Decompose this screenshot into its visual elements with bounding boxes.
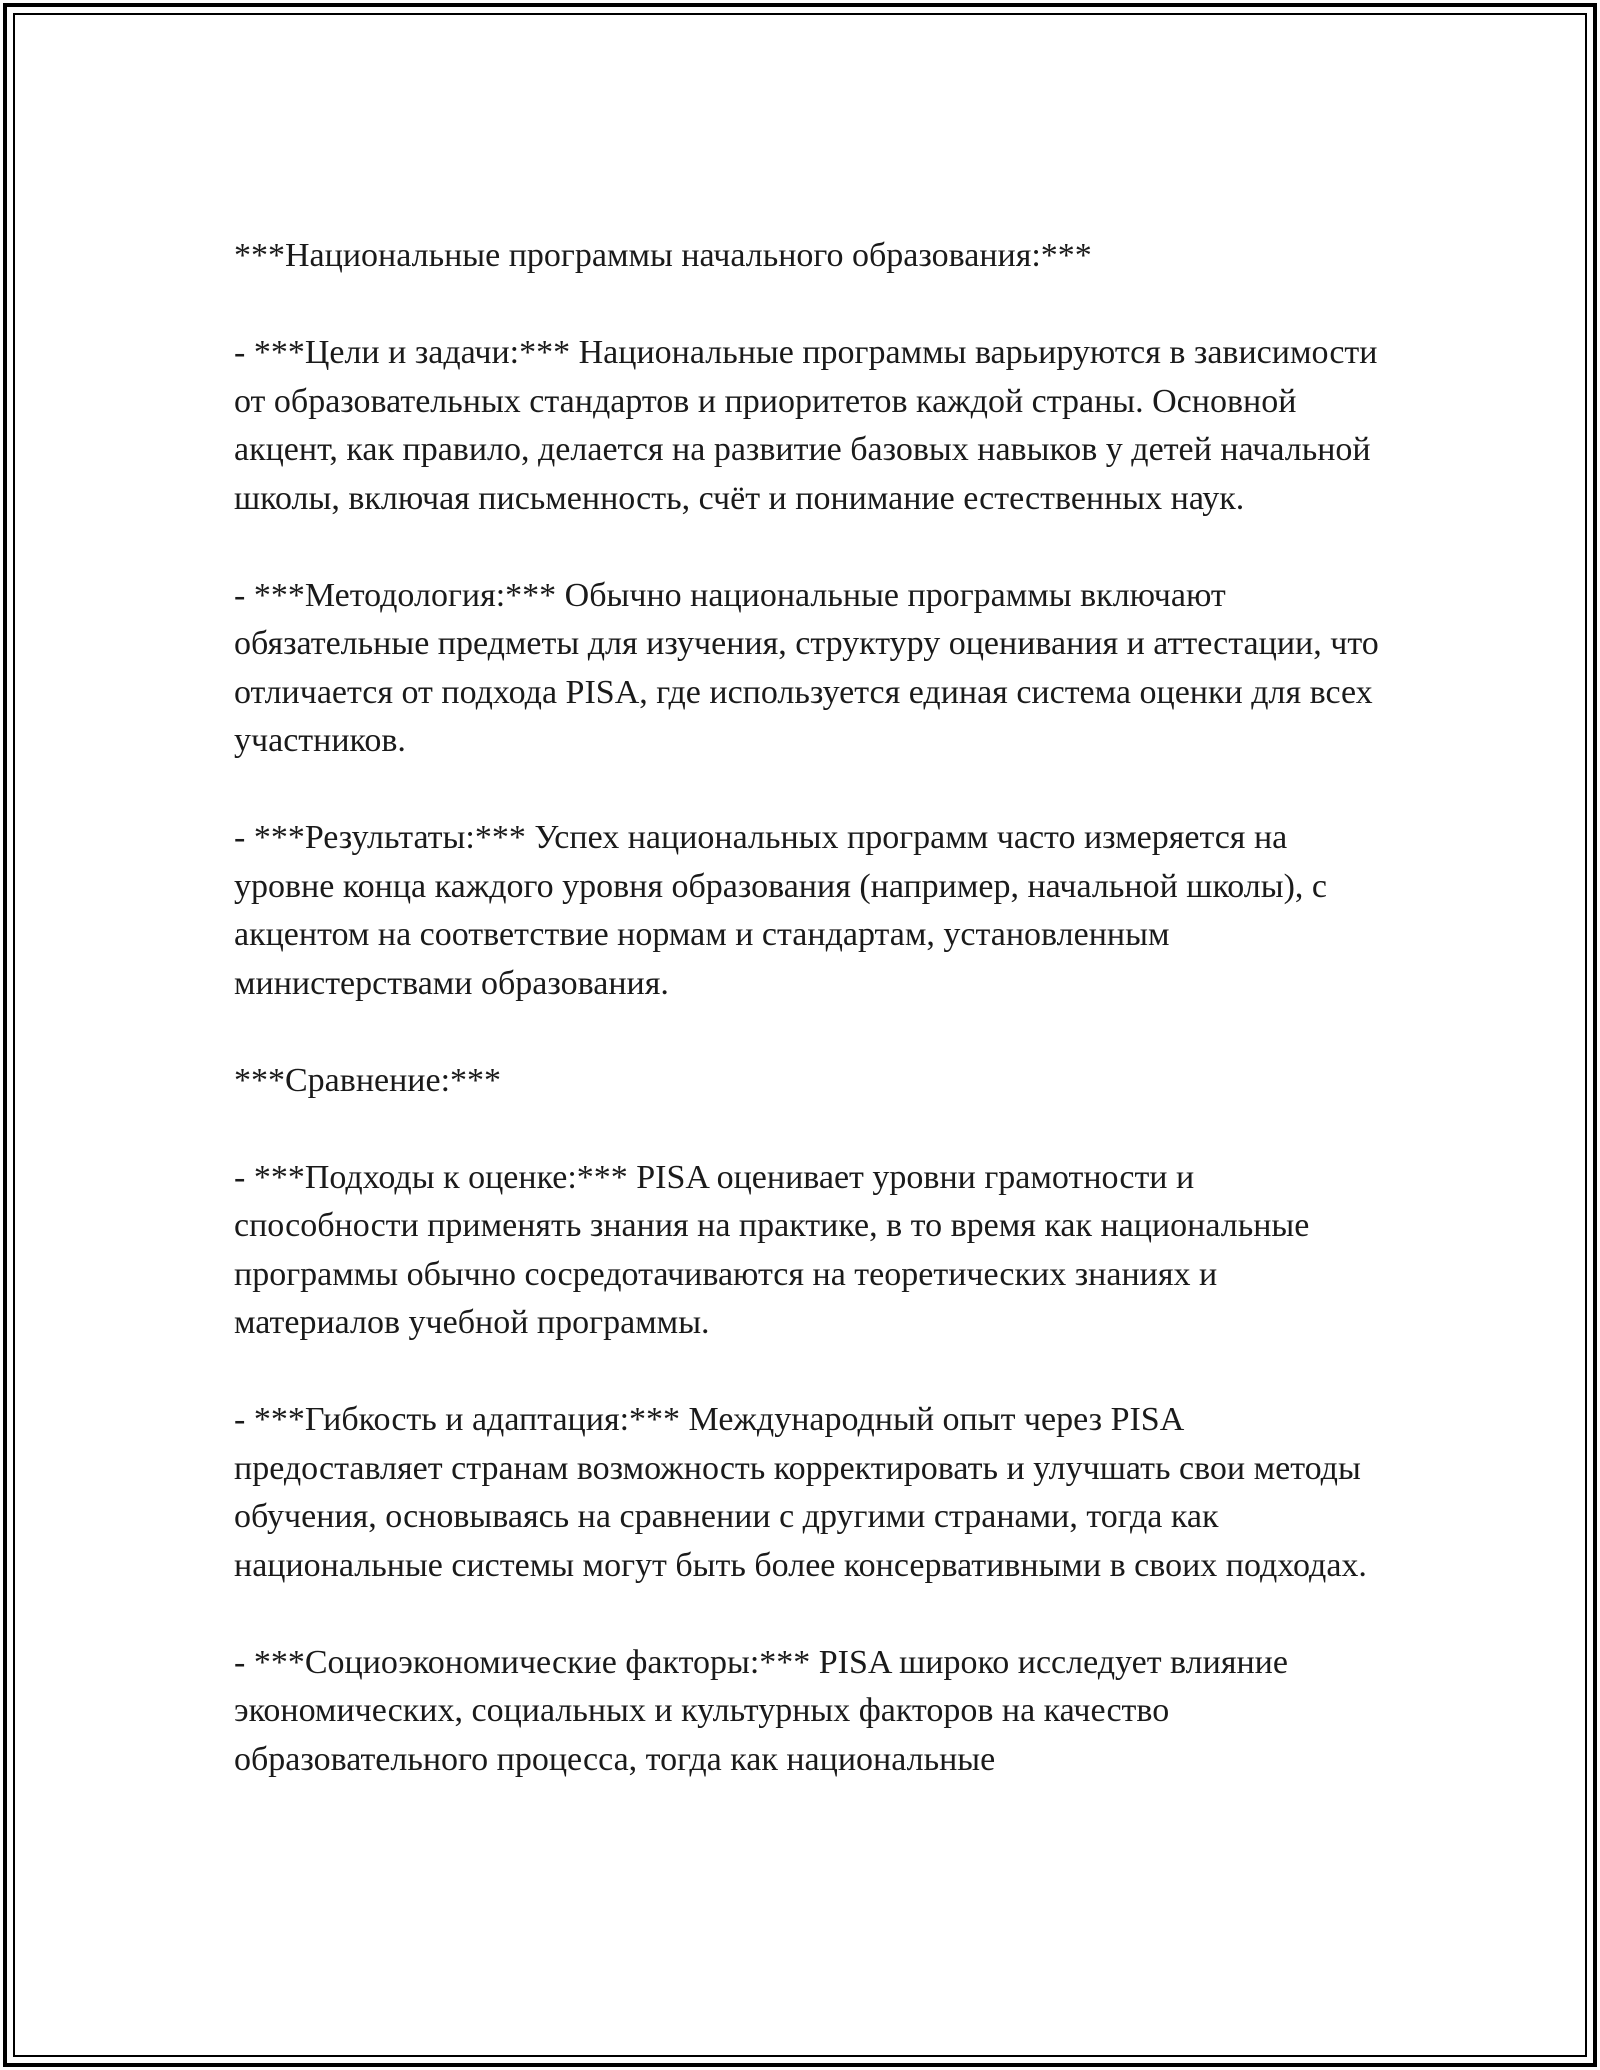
paragraph-socioeconomic: - ***Социоэкономические факторы:*** PISA широко исследует влияние экономических, социальных и культурных факторов на качество образовательного процесса, тогда как национальные (234, 1643, 1288, 1778)
paragraph-methodology: - ***Методология:*** Обычно национальные программы включают обязательные предметы для изучения, структуру оценивания и аттестации, что отличается от подхода PISA, где используется единая система оценки для всех участников. (234, 576, 1379, 759)
paragraph-results: - ***Результаты:*** Успех национальных программ часто измеряется на уровне конца каждого уровня образования (например, начальной школы), с акцентом на соответствие нормам и стандартам, установленным министерствами образования. (234, 819, 1328, 1002)
section-heading-comparison: ***Сравнение:*** (234, 1061, 502, 1099)
paragraph-assessment-approaches: - ***Подходы к оценке:*** PISA оценивает уровни грамотности и способности применять знания на практике, в то время как национальные программы обычно сосредотачиваются на теоретических знаниях и материалов учебной программы. (234, 1158, 1310, 1341)
section-heading-national-programs: ***Национальные программы начального образования:*** (234, 237, 1092, 274)
paragraph-goals: - ***Цели и задачи:*** Национальные программы варьируются в зависимости от образовательных стандартов и приоритетов каждой страны. Основной акцент, как правило, делается на развитие базовых навыков у детей начальной школы, включая письменность, счёт и понимание естественных наук. (234, 334, 1378, 517)
document-body (234, 232, 1384, 1784)
paragraph-flexibility: - ***Гибкость и адаптация:*** Международный опыт через PISA предоставляет странам возможность корректировать и улучшать свои методы обучения, основываясь на сравнении с другими странами, тогда как национальные системы могут быть более консервативными в своих подходах. (234, 1401, 1367, 1584)
